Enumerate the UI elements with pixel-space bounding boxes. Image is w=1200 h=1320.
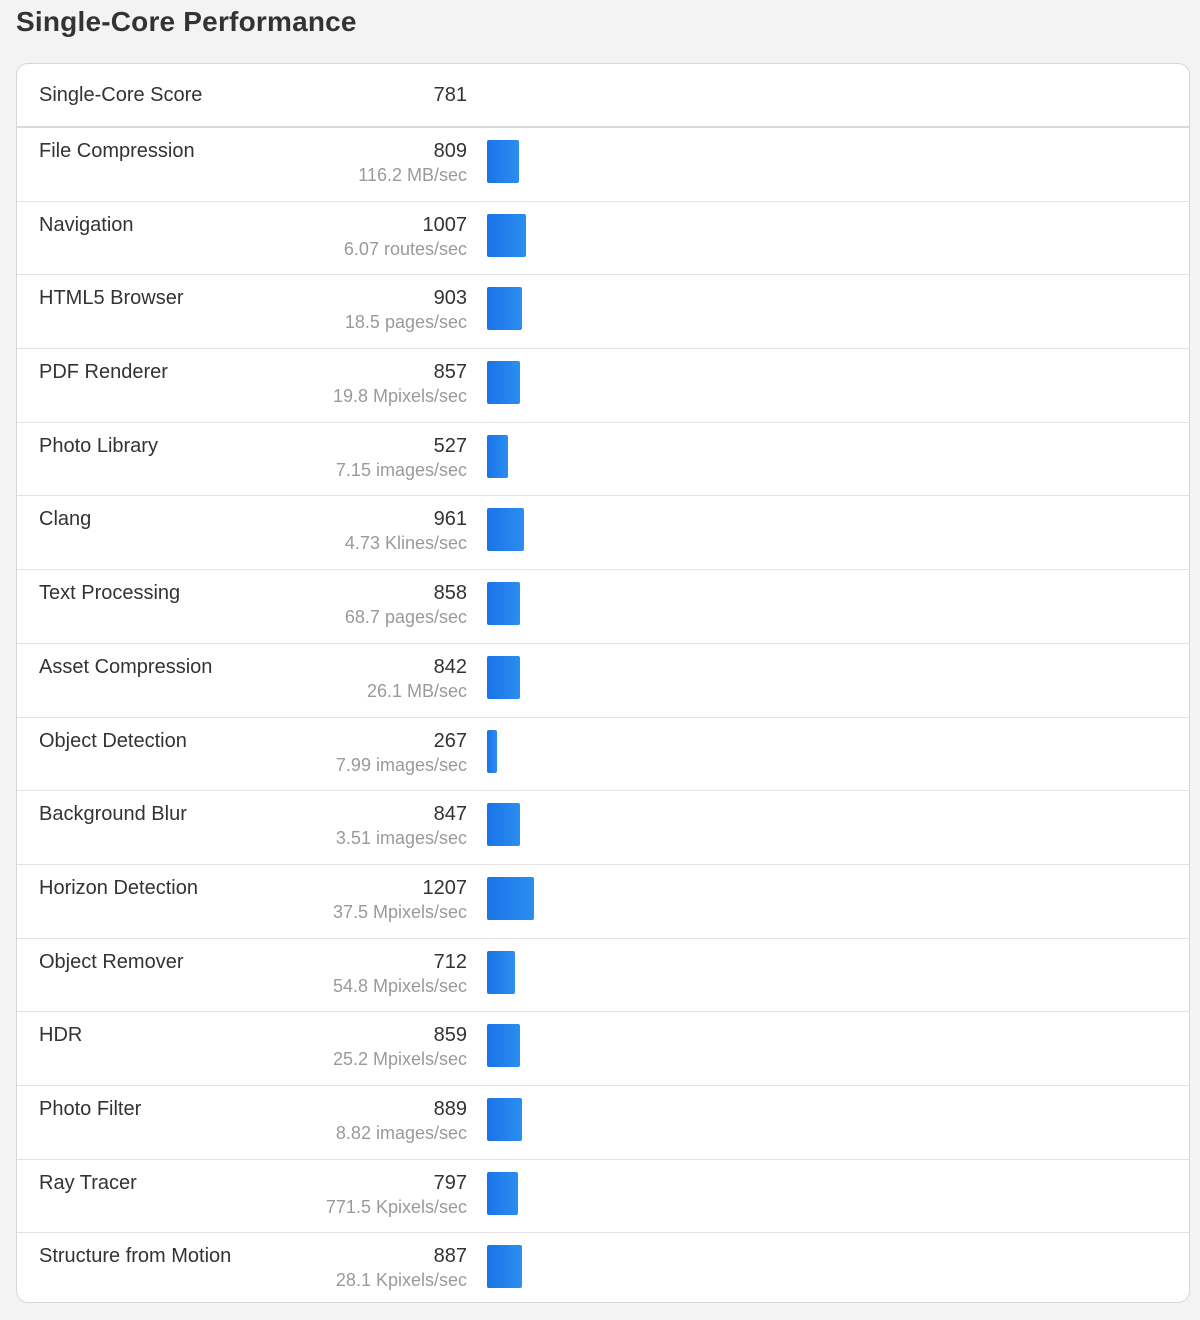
benchmark-throughput: 68.7 pages/sec: [344, 607, 467, 628]
benchmark-score: 712: [433, 950, 467, 973]
benchmark-throughput: 37.5 Mpixels/sec: [332, 901, 467, 922]
benchmark-row: [17, 349, 1189, 423]
benchmark-throughput: 3.51 images/sec: [335, 828, 467, 849]
benchmark-score: 887: [433, 1245, 467, 1268]
benchmark-name: Photo Library: [39, 434, 158, 457]
benchmark-score: 903: [433, 287, 467, 310]
score-bar: [487, 214, 526, 257]
benchmark-score: 889: [433, 1097, 467, 1120]
benchmark-name: Clang: [39, 508, 92, 531]
benchmark-throughput: 4.73 Klines/sec: [344, 533, 467, 554]
score-bar: [487, 877, 534, 920]
benchmark-name: File Compression: [39, 140, 195, 162]
benchmark-throughput: 7.15 images/sec: [335, 459, 467, 480]
benchmark-throughput: 19.8 Mpixels/sec: [332, 386, 467, 407]
benchmark-score: 1207: [422, 876, 467, 899]
score-bar: [487, 730, 497, 773]
benchmark-row: [17, 718, 1189, 792]
benchmark-throughput: 25.2 Mpixels/sec: [332, 1049, 467, 1070]
score-value: 781: [433, 84, 467, 106]
benchmark-score: 809: [433, 140, 467, 162]
benchmark-score: 847: [433, 803, 467, 826]
benchmark-row: [17, 496, 1189, 570]
score-bar: [487, 140, 519, 183]
benchmark-score: 1007: [422, 213, 467, 236]
score-bar: [487, 1024, 520, 1067]
benchmark-score: 527: [433, 434, 467, 457]
benchmark-name: Object Remover: [39, 950, 184, 973]
benchmark-throughput: 8.82 images/sec: [335, 1122, 467, 1143]
benchmark-name: Text Processing: [39, 582, 181, 605]
single-core-score-row: [17, 64, 1189, 128]
benchmark-name: Navigation: [39, 213, 134, 236]
benchmark-score: 858: [433, 582, 467, 605]
score-bar: [487, 656, 520, 699]
benchmark-row: [17, 865, 1189, 939]
score-bar: [487, 435, 508, 478]
benchmark-row: [17, 791, 1189, 865]
score-bar: [487, 1098, 522, 1141]
benchmark-name: PDF Renderer: [39, 361, 168, 384]
benchmark-name: HTML5 Browser: [39, 287, 184, 310]
score-label: Single-Core Score: [39, 84, 203, 106]
benchmark-score: 961: [433, 508, 467, 531]
benchmark-list: [17, 128, 1189, 1303]
score-bar: [487, 508, 524, 551]
benchmark-row: [17, 1160, 1189, 1234]
benchmark-score: 857: [433, 361, 467, 384]
benchmark-name: Structure from Motion: [39, 1245, 232, 1268]
benchmark-throughput: 28.1 Kpixels/sec: [335, 1270, 467, 1291]
benchmark-row: [17, 423, 1189, 497]
benchmark-name: Background Blur: [39, 803, 187, 826]
benchmark-throughput: 116.2 MB/sec: [358, 165, 467, 185]
benchmark-throughput: 6.07 routes/sec: [343, 238, 467, 259]
score-bar: [487, 361, 520, 404]
benchmark-row: [17, 570, 1189, 644]
benchmark-throughput: 54.8 Mpixels/sec: [332, 975, 467, 996]
benchmark-row: [17, 202, 1189, 276]
results-table: [16, 63, 1190, 1303]
benchmark-name: Asset Compression: [39, 655, 213, 678]
score-bar: [487, 287, 522, 330]
benchmark-throughput: 7.99 images/sec: [335, 754, 467, 775]
benchmark-score: 859: [433, 1024, 467, 1047]
score-bar: [487, 1245, 522, 1288]
benchmark-row: [17, 1233, 1189, 1303]
score-bar: [487, 803, 520, 846]
benchmark-row: [17, 644, 1189, 718]
score-bar: [487, 1172, 518, 1215]
benchmark-row: [17, 939, 1189, 1013]
benchmark-name: Horizon Detection: [39, 876, 198, 899]
score-bar: [487, 582, 520, 625]
benchmark-score: 842: [433, 655, 467, 678]
benchmark-row: [17, 128, 1189, 202]
benchmark-row: [17, 1012, 1189, 1086]
benchmark-throughput: 771.5 Kpixels/sec: [325, 1196, 467, 1217]
benchmark-name: Ray Tracer: [39, 1171, 137, 1194]
page-title: Single-Core Performance: [16, 6, 357, 37]
benchmark-name: Photo Filter: [39, 1097, 142, 1120]
benchmark-score: 797: [433, 1171, 467, 1194]
benchmark-row: [17, 275, 1189, 349]
benchmark-throughput: 26.1 MB/sec: [366, 680, 467, 701]
score-bar: [487, 951, 515, 994]
benchmark-throughput: 18.5 pages/sec: [344, 312, 467, 333]
benchmark-name: Object Detection: [39, 729, 187, 752]
benchmark-row: [17, 1086, 1189, 1160]
benchmark-score: 267: [433, 729, 467, 752]
benchmark-name: HDR: [39, 1024, 83, 1047]
